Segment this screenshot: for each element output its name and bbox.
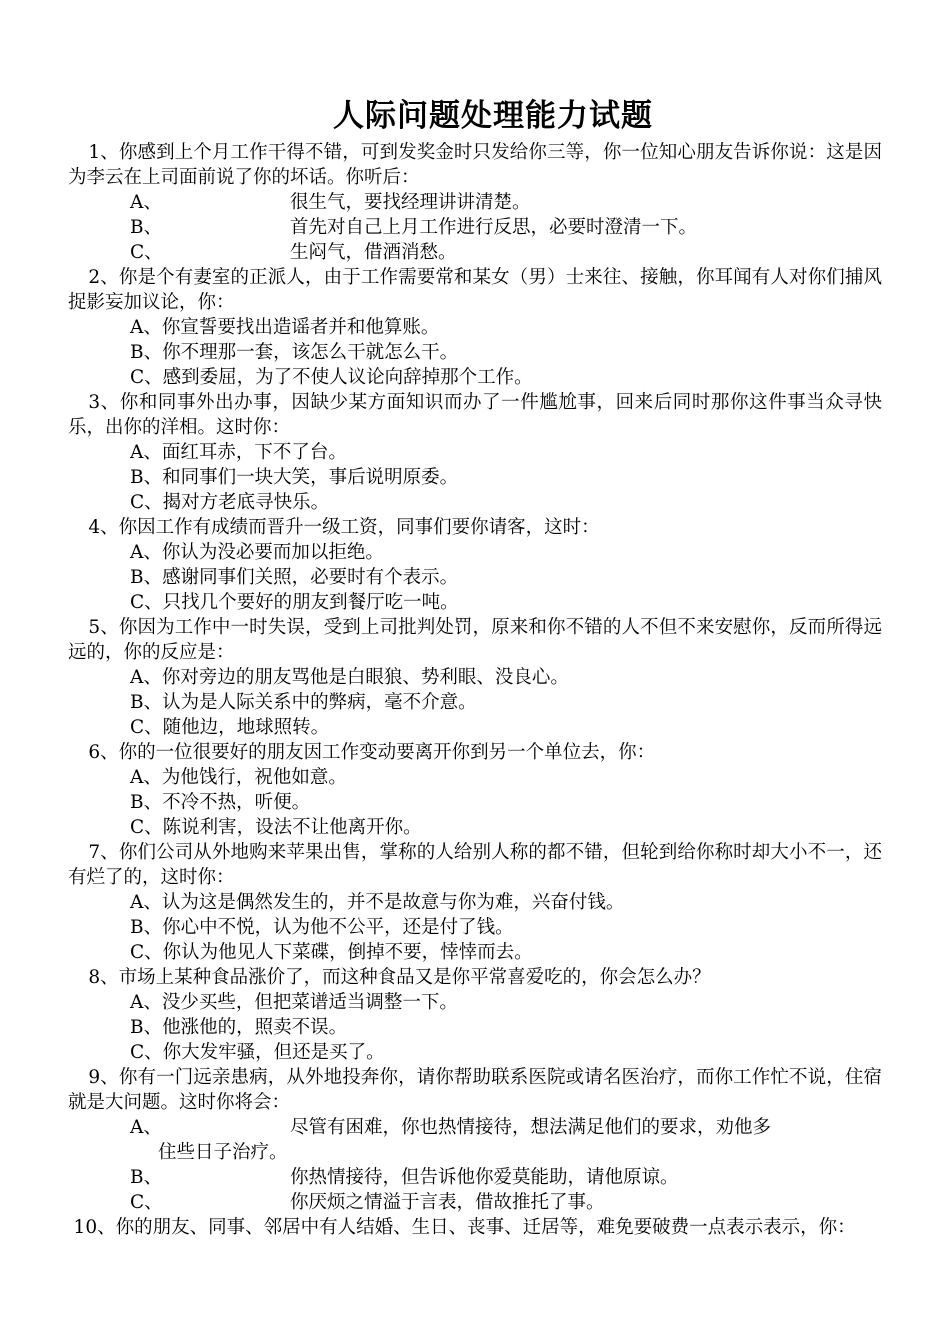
option-letter: B、 [130, 917, 163, 938]
option-text: 不冷不热，听便。 [162, 792, 311, 813]
question-5-option-a [68, 665, 882, 690]
option-letter: B、 [130, 342, 163, 363]
question-2-option-a [68, 315, 882, 340]
option-text: 感谢同事们关照，必要时有个表示。 [162, 567, 459, 588]
option-letter: C、 [130, 367, 163, 388]
question-2-option-b [68, 340, 882, 365]
question-8-option-a [68, 990, 882, 1015]
option-text: 你热情接待，但告诉他你爱莫能助，请他原谅。 [290, 1167, 679, 1188]
option-letter: C、 [130, 1192, 163, 1213]
question-9-stem: 9、你有一门远亲患病，从外地投奔你，请你帮助联系医院或请名医治疗，而你工作忙不说，住宿就是大问题。这时你将会： [68, 1067, 882, 1113]
option-letter: B、 [130, 467, 163, 488]
question-list [68, 140, 882, 1240]
question-4-option-a [68, 540, 882, 565]
option-text: 你厌烦之情溢于言表，借故推托了事。 [290, 1192, 605, 1213]
option-letter: A、 [130, 317, 162, 338]
option-letter: C、 [130, 1042, 163, 1063]
question-4-option-b [68, 565, 882, 590]
option-text: 感到委屈，为了不使人议论向辞掉那个工作。 [162, 367, 533, 388]
question-5-option-c [68, 715, 882, 740]
option-text: 首先对自己上月工作进行反思，必要时澄清一下。 [290, 217, 698, 238]
question-3-option-b [68, 465, 882, 490]
option-text: 你认为没必要而加以拒绝。 [161, 542, 384, 563]
option-text: 生闷气，借酒消愁。 [290, 242, 457, 263]
option-letter: B、 [130, 1017, 163, 1038]
option-letter: C、 [130, 242, 163, 263]
option-text: 你认为他见人下菜碟，倒掉不要，悻悻而去。 [162, 942, 533, 963]
option-text: 你心中不悦，认为他不公平，还是付了钱。 [162, 917, 514, 938]
option-letter: B、 [130, 792, 163, 813]
question-3-stem: 3、你和同事外出办事，因缺少某方面知识而办了一件尴尬事，回来后同时那你这件事当众寻快乐，出你的洋相。这时你： [68, 392, 882, 438]
question-8-option-c [68, 1040, 882, 1065]
option-text: 认为是人际关系中的弊病，毫不介意。 [162, 692, 477, 713]
option-letter: B、 [130, 1167, 163, 1188]
option-letter: A、 [130, 442, 162, 463]
option-text: 揭对方老底寻快乐。 [162, 492, 330, 513]
question-2-option-c [68, 365, 882, 390]
question-1-option-c [68, 240, 882, 265]
question-6-option-b [68, 790, 882, 815]
option-text: 没少买些，但把菜谱适当调整一下。 [161, 992, 458, 1013]
question-9-option-a [68, 1115, 882, 1165]
question-5-option-b [68, 690, 882, 715]
question-9-option-b [68, 1165, 882, 1190]
question-7-stem: 7、你们公司从外地购来苹果出售，掌称的人给别人称的都不错，但轮到给你称时却大小不一，还有烂了的，这时你： [68, 842, 882, 888]
option-letter: B、 [130, 217, 163, 238]
option-letter: B、 [130, 567, 163, 588]
option-text: 只找几个要好的朋友到餐厅吃一吨。 [162, 592, 459, 613]
question-7-option-b [68, 915, 882, 940]
question-10-stem: 10、你的朋友、同事、邻居中有人结婚、生日、丧事、迁居等，难免要破费一点表示表示，你： [73, 1217, 856, 1238]
option-text: 你不理那一套，该怎么干就怎么干。 [162, 342, 459, 363]
option-text: 认为这是偶然发生的，并不是故意与你为难，兴奋付钱。 [161, 892, 625, 913]
option-text: 很生气，要找经理讲讲清楚。 [290, 192, 531, 213]
option-letter: C、 [130, 942, 163, 963]
option-text: 你对旁边的朋友骂他是白眼狼、势利眼、没良心。 [161, 667, 569, 688]
question-7-option-a [68, 890, 882, 915]
question-8-stem: 8、市场上某种食品涨价了，而这种食品又是你平常喜爱吃的，你会怎么办？ [88, 967, 711, 988]
question-1-stem: 1、你感到上个月工作干得不错，可到发奖金时只发给你三等，你一位知心朋友告诉你说：这是因为李云在上司面前说了你的坏话。你听后： [68, 142, 882, 188]
option-text: 随他边，地球照转。 [162, 717, 330, 738]
option-text: 你宣誓要找出造谣者并和他算账。 [161, 317, 440, 338]
question-6-option-c [68, 815, 882, 840]
option-text: 陈说利害，设法不让他离开你。 [162, 817, 422, 838]
question-3-option-c [68, 490, 882, 515]
question-2-stem: 2、你是个有妻室的正派人，由于工作需要常和某女（男）士来往、接触，你耳闻有人对你们捕风捉影妄加议论，你： [68, 267, 882, 313]
option-letter: A、 [130, 192, 162, 213]
option-text: 和同事们一块大笑，事后说明原委。 [162, 467, 459, 488]
question-6-option-a [68, 765, 882, 790]
option-letter: B、 [130, 692, 163, 713]
page-title: 人际问题处理能力试题 [333, 98, 653, 134]
question-4-option-c [68, 590, 882, 615]
option-text: 他涨他的，照卖不误。 [162, 1017, 348, 1038]
option-text-block [158, 1115, 882, 1165]
option-text-continued: 住些日子治疗。 [158, 1142, 288, 1163]
option-text: 为他饯行，祝他如意。 [161, 767, 347, 788]
option-letter: C、 [130, 492, 163, 513]
option-letter: A、 [130, 892, 162, 913]
question-7-option-c [68, 940, 882, 965]
question-1-option-a [68, 190, 882, 215]
option-letter: C、 [130, 817, 163, 838]
question-6-stem: 6、你的一位很要好的朋友因工作变动要离开你到另一个单位去，你： [88, 742, 656, 763]
option-text: 面红耳赤，下不了台。 [161, 442, 347, 463]
question-5-stem: 5、你因为工作中一时失误，受到上司批判处罚，原来和你不错的人不但不来安慰你，反而所得远远的，你的反应是： [68, 617, 882, 663]
option-letter: A、 [130, 992, 162, 1013]
question-3-option-a [68, 440, 882, 465]
option-text: 你大发牢骚，但还是买了。 [162, 1042, 385, 1063]
question-1-option-b [68, 215, 882, 240]
option-letter: A、 [130, 767, 162, 788]
option-letter: A、 [130, 667, 162, 688]
option-letter: C、 [130, 592, 163, 613]
question-4-stem: 4、你因工作有成绩而晋升一级工资，同事们要你请客，这时： [88, 517, 600, 538]
option-text: 尽管有困难，你也热情接待，想法满足他们的要求，劝他多 [290, 1117, 772, 1138]
option-letter: A、 [130, 1117, 162, 1138]
option-letter: C、 [130, 717, 163, 738]
option-letter: A、 [130, 542, 162, 563]
question-9-option-c [68, 1190, 882, 1215]
question-8-option-b [68, 1015, 882, 1040]
